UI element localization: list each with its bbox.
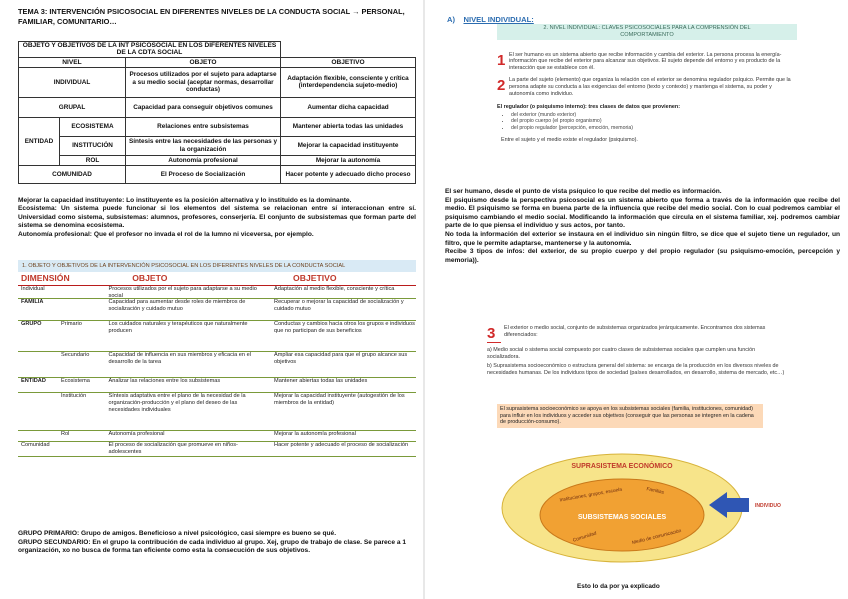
objeto-cell: Procesos utilizados por el sujeto para adaptarse a su medio social [108, 286, 257, 299]
row-institucion-objetivo: Mejorar la capacidad instituyente [281, 136, 416, 155]
dimension-name: GRUPO [21, 321, 42, 327]
row-institucion-nivel: INSTITUCIÓN [60, 136, 126, 155]
note-instituyente: Mejorar la capacidad instituyente: Lo instituyente es la posición alternativa y lo instituido es la dominante. [18, 197, 352, 204]
page-title: TEMA 3: INTERVENCIÓN PSICOSOCIAL EN DIFERENTES NIVELES DE LA CONDUCTA SOCIAL → PERSONAL, FAMILIAR, COMUNITARIO… [18, 7, 405, 26]
objetivo-cell: Ampliar esa capacidad para que el grupo alcance sus objetivos [274, 352, 408, 365]
row-ecosistema-objeto: Relaciones entre subsistemas [126, 117, 281, 136]
objeto-cell: Los cuidados naturales y terapéuticos que naturalmente producen [108, 321, 248, 334]
header-objetivo: OBJETIVO [293, 273, 337, 283]
dimension-cell [18, 286, 109, 298]
row-individual-nivel: INDIVIDUAL [19, 67, 126, 97]
right-page [427, 0, 848, 599]
table-row [18, 286, 416, 299]
subsistemas-label: SUBSISTEMAS SOCIALES [577, 514, 667, 521]
diag-label-instituciones: Instituciones, grupos, escuela [559, 487, 623, 504]
subdimension-name: Institución [61, 393, 87, 399]
header-dimension: DIMENSIÓN [21, 273, 70, 283]
list-item: • del exterior (mundo exterior) [511, 112, 797, 118]
dimension-cell [18, 442, 109, 456]
item-1: 1 El ser humano es un sistema abierto que recibe información y cambia del exterior. La persona procesa la energía-información que recibe del exterior para alcanzar sus objetivos. El sujeto depende del entorno y es producto de la interacción que se establece con él. [497, 51, 782, 71]
summary-box-title: 2. NIVEL INDIVIDUAL: CLAVES PSICOSOCIALES PARA LA COMPRENSIÓN DEL COMPORTAMIENTO [497, 24, 797, 40]
table-caption: OBJETO Y OBJETIVOS DE LA INT PSICOSOCIAL EN LOS DIFERENTES NIVELES DE LA CDTA SOCIAL [19, 42, 281, 58]
objeto-cell: Síntesis adaptativa entre el plano de la necesidad de la organización-producción y el plano del deseo de las necesidades individuales [108, 393, 246, 413]
table-row [18, 431, 416, 442]
table-row [18, 352, 416, 378]
footnote-grupo-secundario: GRUPO SECUNDARIO: En el grupo la contribución de cada individuo al grupo. Xej, grupo de trabajo de clase. Se parece a 1 organización, xo no busca de forma tan eficiente como esta la consecución de sus objetivos. [18, 538, 407, 555]
objetivo-cell: Conductas y cambios hacia otros los grupos e individuos que no participan de sus beneficios [274, 321, 415, 334]
individuo-label: INDIVIDUO [755, 503, 781, 509]
table-row [18, 321, 416, 352]
subdimension-name: Primario [61, 321, 82, 327]
left-page [0, 0, 421, 599]
objetivo-cell: Mejorar la capacidad instituyente (autogestión de los miembros de la entidad) [274, 393, 405, 406]
header-nivel: NIVEL [19, 57, 126, 67]
header-objeto: OBJETO [126, 57, 281, 67]
row-comunidad-nivel: COMUNIDAD [19, 165, 126, 183]
dimension-table-body [18, 286, 416, 457]
row-institucion-objeto: Síntesis entre las necesidades de las personas y la organización [126, 136, 281, 155]
notes-block [18, 197, 416, 239]
objetivo-cell: Adaptación al medio flexible, consciente y crítica [274, 286, 395, 292]
diag-label-familias: Familias [645, 487, 665, 496]
item-2: 2 La parte del sujeto (elemento) que organiza la relación con el exterior se denomina regulador psíquico. Permite que la persona adapte su conducta a las exigencias del entorno (texto y contexto) y mantenga el sistema, su poder y autonomía como individuo. [497, 77, 791, 97]
diagram-caption: Esto lo da por ya explicado [577, 583, 660, 590]
regulator-list [497, 112, 797, 131]
regulator-foot: Entre el sujeto y el medio existe el regulador (psiquismo). [501, 136, 638, 143]
diag-label-comunidad: Comunidad [572, 531, 598, 544]
dimension-table [18, 260, 416, 457]
row-rol-objeto: Autonomía profesional [126, 155, 281, 165]
header-objeto: OBJETO [132, 273, 168, 283]
dimension-name: FAMILIA [21, 299, 44, 305]
section-heading: A) NIVEL INDIVIDUAL: [447, 15, 534, 24]
item-3: 3 El exterior o medio social, conjunto de subsistemas organizados jerárquicamente. Encontramos dos sistemas diferenciados: a) Medio social o sistema social compuesto por cuatro clases de subsistemas sociales que cumplen una función socializadora. b) Suprasistema socioeconómico o estructura general del sistema: se encarga de la producción en los diversos niveles de necesidades humanas. De los individuos tipos de sociedad (países desarrollados, en desarrollo, sistema de mercado, etc…) [487, 325, 787, 376]
dimension-cell [18, 393, 109, 430]
objeto-cell: Analizar las relaciones entre los subsistemas [108, 378, 221, 384]
note-autonomia: Autonomía profesional: Que el profesor no invada el rol de la lumno ni viceversa, por ejemplo. [18, 230, 314, 238]
row-rol-nivel: ROL [60, 155, 126, 165]
objectives-table [18, 41, 416, 184]
row-grupal-nivel: GRUPAL [19, 97, 126, 117]
objeto-cell: Capacidad de influencia en sus miembros y eficacia en el desarrollo de la tarea [108, 352, 251, 365]
table-row [18, 299, 416, 321]
row-individual-objeto: Procesos utilizados por el sujeto para adaptarse a su medio social (aceptar normas, desarrollar conductas) [126, 67, 281, 97]
row-ecosistema-nivel: ECOSISTEMA [60, 117, 126, 136]
dimension-name: Individual [21, 286, 45, 292]
item-3-b: b) Suprasistema socioeconómico o estructura general del sistema: se encarga de la producción en los diversos niveles de necesidades humanas. De los individuos tipos de sociedad (países desarrollados, en desarrollo, sistema de mercado, etc…) [487, 363, 785, 376]
objetivo-cell: Mantener abiertas todas las unidades [274, 378, 368, 384]
highlight-box: El suprasistema socioeconómico se apoya en los subsistemas sociales (familia, instituciones, comunidad) para influir en los individuos y acceder sus objetivos (conseguir que las personas se integren en la cadena de producción-consumo). [497, 404, 763, 428]
row-ecosistema-objetivo: Mantener abierta todas las unidades [281, 117, 416, 136]
dimension-table-caption: 1. OBJETO Y OBJETIVOS DE LA INTERVENCIÓN PSICOSOCIAL EN LOS DIFERENTES NIVELES DE LA CONDUCTA SOCIAL [18, 260, 416, 272]
table-row [18, 442, 416, 457]
row-entidad-nivel: ENTIDAD [19, 117, 60, 165]
table-row [18, 378, 416, 393]
subdimension-name: Ecosistema [61, 378, 90, 384]
list-item: • del propio cuerpo (el propio organismo) [511, 118, 797, 124]
note-ecosistema: Ecosistema: Un sistema puede funcionar si los elementos del sistema se relacionan entre sí interaccionan entre sí. Universidad como sistema, subsistemas: alumnos, profesores, conserjería. El conjunto de subsistemas que forman parte del sistema se denomina ecosistema. [18, 205, 416, 230]
systems-diagram [487, 440, 827, 580]
body-p4: Recibe 3 tipos de infos: del exterior, de su propio cuerpo y del propio regulador (su psiquismo-emoción, percepción y memoria)). [445, 248, 840, 264]
objeto-cell: El proceso de socialización que promueve en niños-adolescentes [108, 442, 238, 455]
dimension-cell [18, 299, 109, 320]
objetivo-cell: Recuperar o mejorar la capacidad de socialización y cuidado mutuo [274, 299, 404, 312]
objeto-cell: Capacidad para aumentar desde roles de miembros de socialización y cuidado mutuo [108, 299, 246, 312]
objetivo-cell: Mejorar la autonomía profesional [274, 431, 356, 437]
list-item: • del propio regulador (percepción, emoción, memoria) [511, 125, 797, 131]
body-p3: No toda la información del exterior se instaura en el individuo sin ningún filtro, se dice que el sujeto tiene un regulador, un filtro, que le permite adaptarse, mantenerse y la autonomía. [445, 230, 840, 247]
row-comunidad-objetivo: Hacer potente y adecuado dicho proceso [281, 165, 416, 183]
dimension-name [21, 393, 61, 430]
subdimension-name: Secundario [61, 352, 90, 358]
dimension-cell [18, 352, 109, 377]
table-row [18, 393, 416, 431]
dimension-name: ENTIDAD [21, 378, 46, 384]
dimension-name [21, 431, 61, 441]
header-objetivo: OBJETIVO [281, 57, 416, 67]
footnote-grupo-primario: GRUPO PRIMARIO: Grupo de amigos. Beneficioso a nivel psicológico, casi siempre es bueno se qué. [18, 530, 337, 537]
row-grupal-objetivo: Aumentar dicha capacidad [281, 97, 416, 117]
objetivo-cell: Hacer potente y adecuado el proceso de socialización [274, 442, 409, 448]
dimension-name: Comunidad [21, 442, 50, 448]
row-rol-objetivo: Mejorar la autonomía [281, 155, 416, 165]
row-grupal-objeto: Capacidad para conseguir objetivos comunes [126, 97, 281, 117]
footnotes [18, 530, 416, 556]
row-comunidad-objeto: El Proceso de Socialización [126, 165, 281, 183]
suprasistema-label: SUPRASISTEMA ECONÓMICO [571, 463, 673, 470]
diag-label-medios: Medio de comunicación [631, 528, 682, 547]
objeto-cell: Autonomía profesional [108, 431, 165, 437]
dimension-cell [18, 321, 109, 351]
dimension-name [21, 352, 61, 377]
subdimension-name: Rol [61, 431, 70, 437]
body-p1: El ser humano, desde el punto de vista psíquico lo que recibe del medio es información. [445, 188, 722, 195]
regulator-title: El regulador (o psiquismo interno): tres clases de datos que provienen: [497, 104, 681, 111]
body-p2: El psiquismo desde la perspectiva psicosocial es un sistema abierto que forma a través de la información que recibe del medio. El psiquismo se forma en buena parte de la influencia que recibe del medio social. Con lo cual podremos cambiar el psiquismo cambiando el medio social. Modificando la información que circula en el sistema familiar, xej. podremos cambiar parte de lo que piensa el individuo y sus actos, por tanto. [445, 196, 840, 230]
item-3-a: a) Medio social o sistema social compuesto por cuatro clases de subsistemas sociales que cumplen una función socializadora. [487, 347, 756, 360]
dimension-table-header [18, 272, 416, 286]
dimension-cell [18, 431, 109, 441]
row-individual-objetivo: Adaptación flexible, consciente y crítica (interdependencia sujeto-medio) [281, 67, 416, 97]
body-text [445, 188, 840, 265]
dimension-cell [18, 378, 109, 392]
page-divider [423, 0, 425, 599]
